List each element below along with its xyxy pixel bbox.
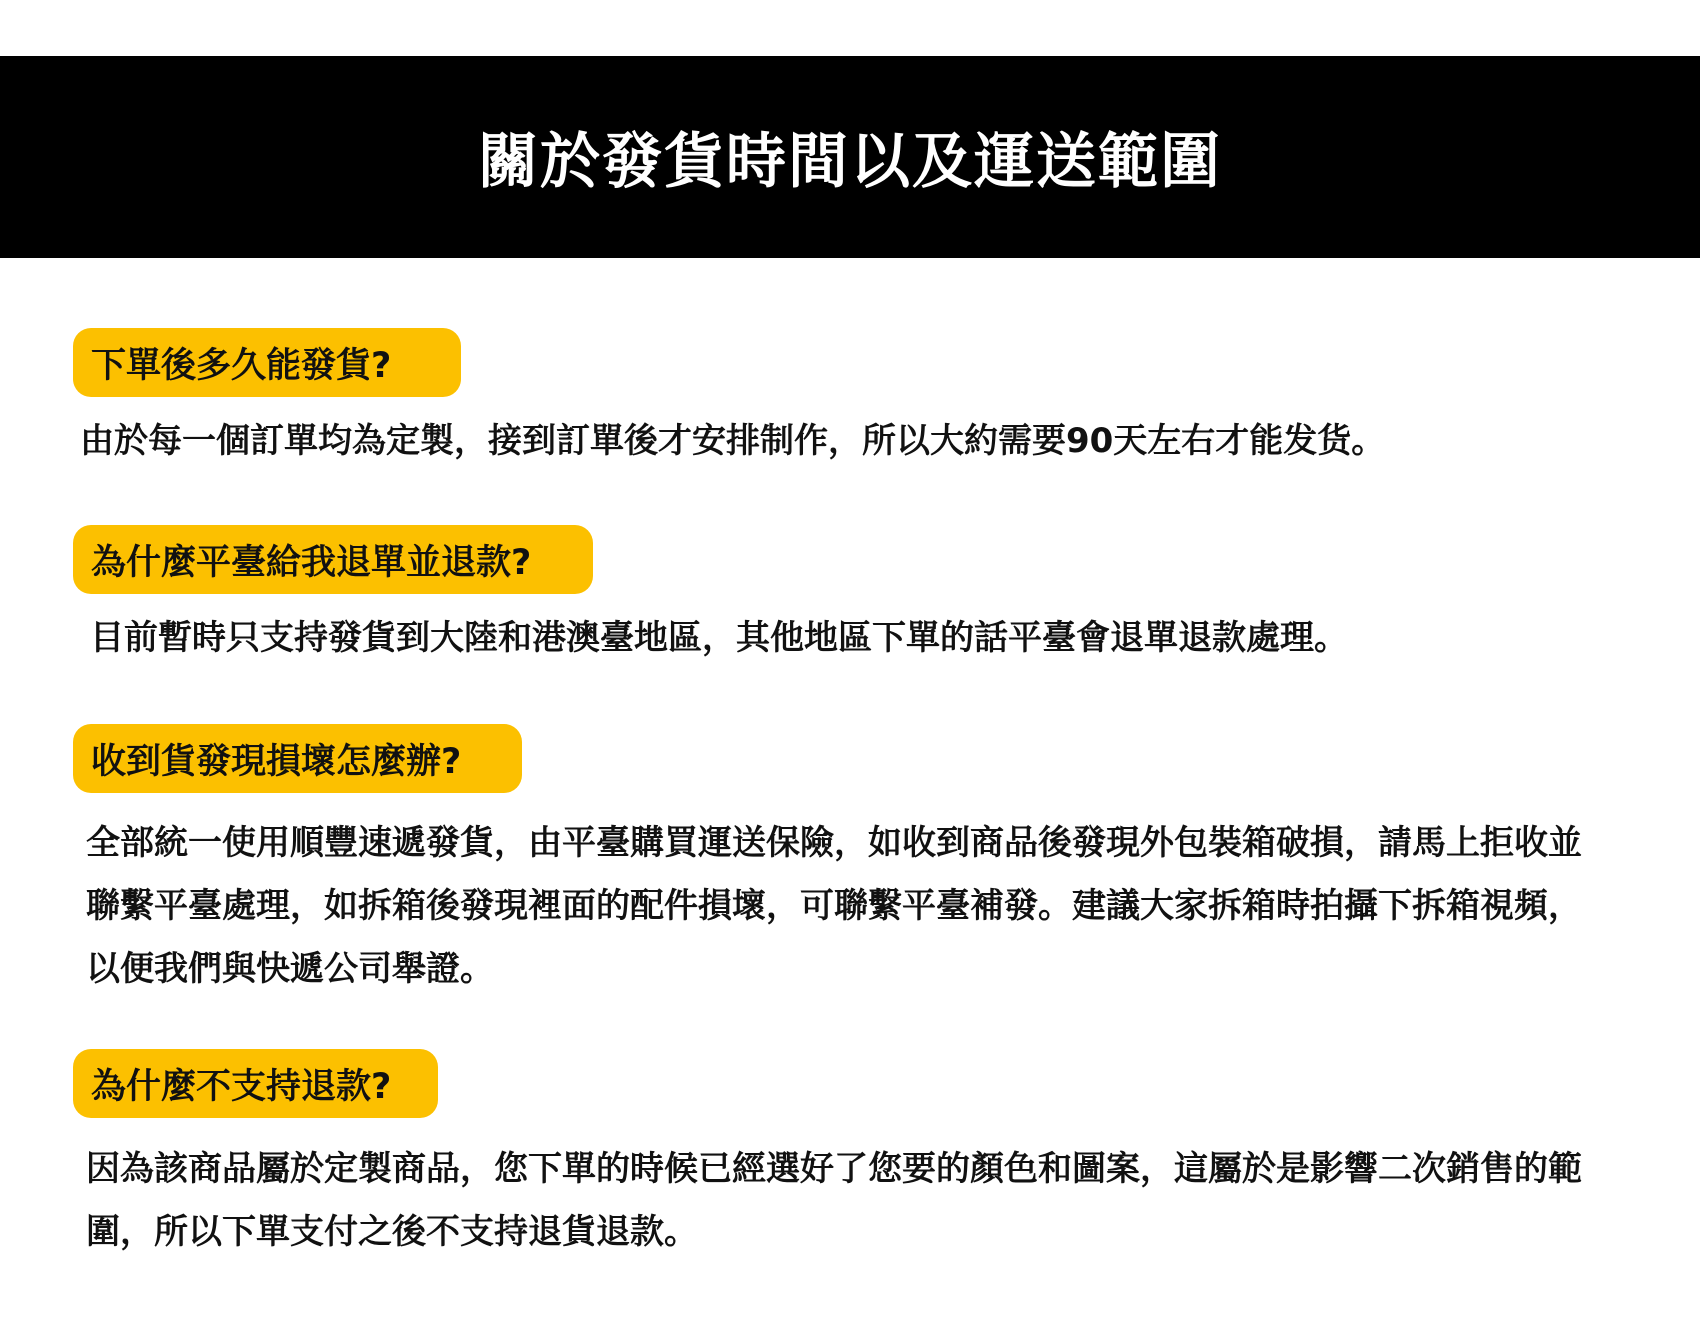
question-badge: 下單後多久能發貨?	[73, 328, 461, 397]
question-badge: 為什麼平臺給我退單並退款?	[73, 525, 593, 594]
question-badge: 收到貨發現損壞怎麼辦?	[73, 724, 522, 793]
page-title: 關於發貨時間以及運送範圍	[478, 127, 1222, 197]
question-badge: 為什麼不支持退款?	[73, 1049, 438, 1118]
answer-text: 因為該商品屬於定製商品，您下單的時候已經選好了您要的顏色和圖案，這屬於是影響二次銷售的範圍，所以下單支付之後不支持退貨退款。	[86, 1149, 1582, 1252]
header-band	[0, 56, 1700, 258]
answer-text: 目前暫時只支持發貨到大陸和港澳臺地區，其他地區下單的話平臺會退單退款處理。	[90, 618, 1348, 658]
answer-text: 全部統一使用順豐速遞發貨，由平臺購買運送保險，如收到商品後發現外包裝箱破損，請馬上拒收並聯繫平臺處理，如拆箱後發現裡面的配件損壞，可聯繫平臺補發。建議大家拆箱時拍攝下拆箱視頻，以便我們與快遞公司舉證。	[86, 823, 1582, 989]
answer-text: 由於每一個訂單均為定製，接到訂單後才安排制作，所以大約需要90天左右才能发货。	[80, 421, 1386, 461]
